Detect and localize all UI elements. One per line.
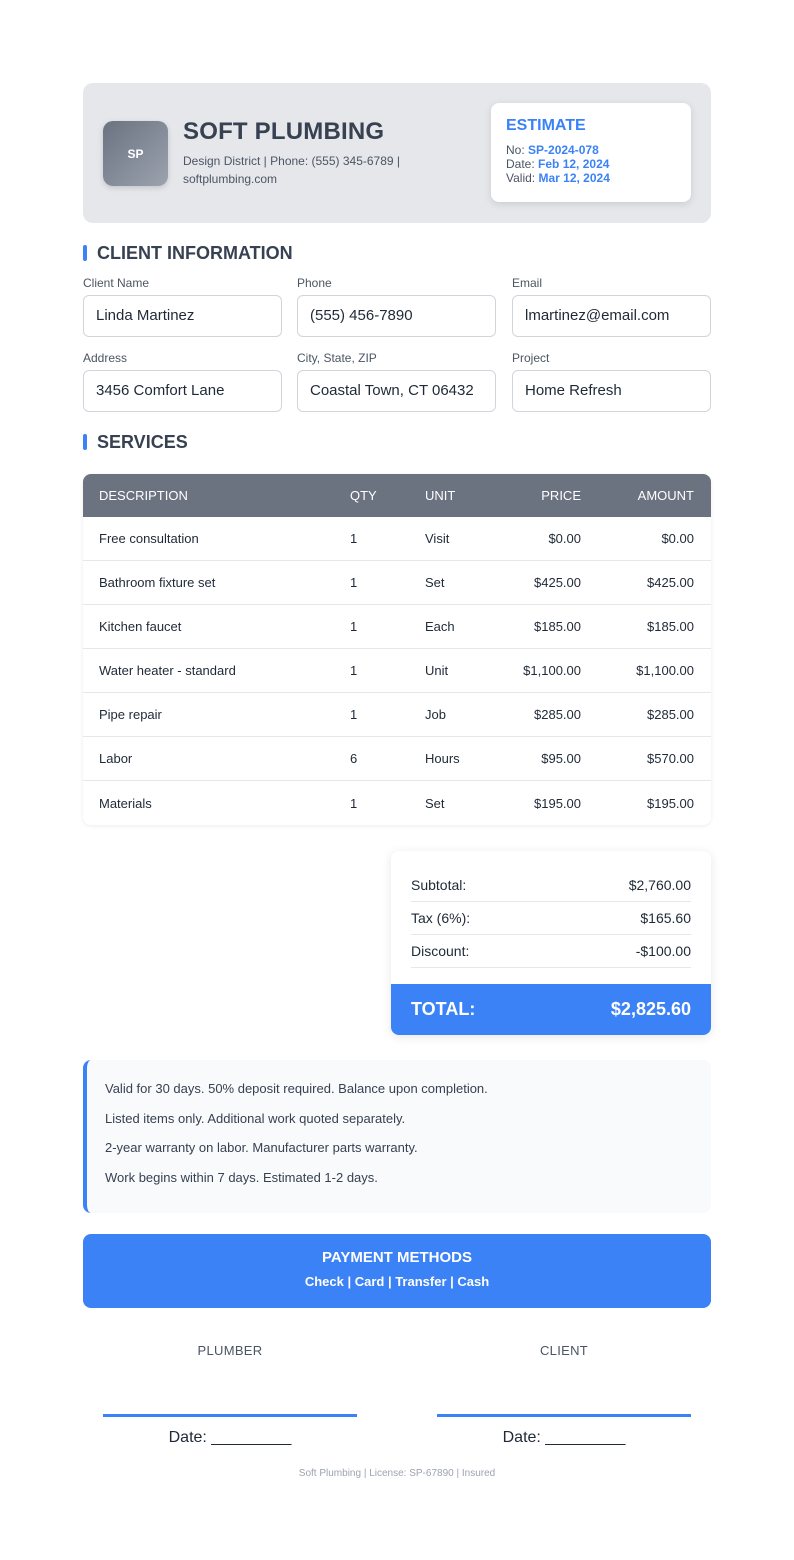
estimate-title: ESTIMATE xyxy=(506,117,586,134)
estimate-number-value: SP-2024-078 xyxy=(528,143,599,157)
cell-price: $195.00 xyxy=(534,795,581,811)
total-label: TOTAL: xyxy=(411,999,476,1019)
plumber-signature-line[interactable] xyxy=(103,1414,357,1417)
discount-value: -$100.00 xyxy=(635,943,691,959)
address-field xyxy=(83,351,282,412)
subtotal-value: $2,760.00 xyxy=(628,877,691,893)
cell-description: Bathroom fixture set xyxy=(99,575,216,590)
tax-value: $165.60 xyxy=(640,910,691,926)
project-field xyxy=(512,351,711,412)
cell-amount: $0.00 xyxy=(661,531,694,546)
total-value: $2,825.60 xyxy=(610,999,691,1019)
column-header-price: PRICE xyxy=(541,488,581,503)
table-row xyxy=(83,693,711,737)
cell-qty: 1 xyxy=(350,619,358,634)
cell-amount: $195.00 xyxy=(647,795,694,811)
subtotal-line xyxy=(411,869,691,902)
cell-amount: $185.00 xyxy=(647,619,694,634)
field-label: Client Name xyxy=(83,276,150,290)
cell-qty: 1 xyxy=(350,795,358,811)
totals-box xyxy=(391,851,711,1035)
tax-line xyxy=(411,902,691,935)
cell-unit: Each xyxy=(425,619,455,634)
email-input[interactable]: lmartinez@email.com xyxy=(512,295,711,337)
payment-methods-banner xyxy=(83,1234,711,1308)
estimate-date-label: Date: xyxy=(506,157,535,171)
client-name-field xyxy=(83,276,282,337)
document-header xyxy=(83,83,711,223)
plumber-signature-label: PLUMBER xyxy=(197,1343,263,1358)
cell-description: Pipe repair xyxy=(99,707,162,722)
note-item: 2-year warranty on labor. Manufacturer parts warranty. xyxy=(105,1140,418,1155)
company-contact-info: Design District | Phone: (555) 345-6789 | softplumbing.com xyxy=(183,154,401,186)
estimate-number-label: No: xyxy=(506,143,525,157)
company-logo: SP xyxy=(103,121,168,186)
cell-qty: 6 xyxy=(350,751,358,766)
estimate-meta-box xyxy=(491,103,691,202)
plumber-signature xyxy=(103,1343,357,1447)
cell-qty: 1 xyxy=(350,707,358,722)
estimate-valid-value: Mar 12, 2024 xyxy=(538,171,610,185)
note-item: Listed items only. Additional work quoted separately. xyxy=(105,1110,406,1126)
cell-qty: 1 xyxy=(350,575,358,590)
cell-description: Labor xyxy=(99,751,133,766)
cell-description: Kitchen faucet xyxy=(99,619,182,634)
field-label: Email xyxy=(512,276,543,290)
company-name: SOFT PLUMBING xyxy=(183,118,385,145)
cell-unit: Set xyxy=(425,575,445,590)
phone-field xyxy=(297,276,496,337)
cell-qty: 1 xyxy=(350,531,358,546)
cell-price: $425.00 xyxy=(534,575,581,590)
cell-amount: $1,100.00 xyxy=(636,663,694,678)
table-row xyxy=(83,781,711,825)
client-signature-label: CLIENT xyxy=(539,1343,589,1358)
client-signature-line[interactable] xyxy=(437,1414,691,1417)
estimate-valid-label: Valid: xyxy=(506,171,536,185)
payment-methods-list: Check | Card | Transfer | Cash xyxy=(304,1274,490,1289)
document-footer: Soft Plumbing | License: SP-67890 | Insured xyxy=(298,1468,496,1479)
subtotal-label: Subtotal: xyxy=(411,877,467,893)
cell-unit: Visit xyxy=(425,531,450,546)
phone-input[interactable]: (555) 456-7890 xyxy=(297,295,496,337)
payment-methods-title: PAYMENT METHODS xyxy=(321,1249,472,1266)
cell-description: Free consultation xyxy=(99,531,199,546)
cell-qty: 1 xyxy=(350,663,358,678)
estimate-number xyxy=(506,143,676,157)
terms-notes xyxy=(83,1060,711,1213)
cell-price: $0.00 xyxy=(548,531,581,546)
table-row xyxy=(83,605,711,649)
field-label: Address xyxy=(83,351,128,365)
note-item: Valid for 30 days. 50% deposit required. Balance upon completion. xyxy=(105,1081,488,1096)
cell-amount: $570.00 xyxy=(647,751,694,766)
plumber-signature-date: Date: _________ xyxy=(168,1429,292,1446)
estimate-date-value: Feb 12, 2024 xyxy=(538,157,610,171)
city-state-zip-field xyxy=(297,351,496,412)
cell-price: $1,100.00 xyxy=(523,663,581,678)
cell-amount: $425.00 xyxy=(647,575,694,590)
cell-unit: Hours xyxy=(425,751,460,766)
client-section-title: CLIENT INFORMATION xyxy=(83,243,293,263)
total-bar xyxy=(391,984,711,1035)
city-state-zip-input[interactable]: Coastal Town, CT 06432 xyxy=(297,370,496,412)
address-input[interactable]: 3456 Comfort Lane xyxy=(83,370,282,412)
column-header-description: DESCRIPTION xyxy=(99,488,188,503)
field-label: Phone xyxy=(297,276,332,290)
table-row xyxy=(83,737,711,781)
column-header-qty: QTY xyxy=(350,488,377,503)
cell-amount: $285.00 xyxy=(647,707,694,722)
column-header-unit: UNIT xyxy=(425,488,456,503)
cell-description: Water heater - standard xyxy=(99,663,236,678)
services-table xyxy=(83,474,711,825)
services-section-title: SERVICES xyxy=(83,432,188,452)
cell-unit: Unit xyxy=(425,663,449,678)
email-field xyxy=(512,276,711,337)
discount-line xyxy=(411,935,691,968)
client-signature xyxy=(437,1343,691,1447)
estimate-valid xyxy=(506,171,676,185)
field-label: Project xyxy=(512,351,550,365)
client-signature-date: Date: _________ xyxy=(502,1429,626,1446)
table-row xyxy=(83,561,711,605)
note-item: Work begins within 7 days. Estimated 1-2 days. xyxy=(105,1169,378,1185)
column-header-amount: AMOUNT xyxy=(637,488,694,503)
client-name-input[interactable]: Linda Martinez xyxy=(83,295,282,337)
field-label: City, State, ZIP xyxy=(297,351,377,365)
tax-label: Tax (6%): xyxy=(411,910,471,926)
estimate-date xyxy=(506,157,676,171)
cell-unit: Set xyxy=(425,795,445,811)
discount-label: Discount: xyxy=(411,943,470,959)
cell-price: $285.00 xyxy=(534,707,581,722)
cell-price: $185.00 xyxy=(534,619,581,634)
table-row xyxy=(83,517,711,561)
cell-price: $95.00 xyxy=(541,751,581,766)
cell-description: Materials xyxy=(99,795,152,811)
table-row xyxy=(83,649,711,693)
table-header xyxy=(83,474,711,517)
project-input[interactable]: Home Refresh xyxy=(512,370,711,412)
cell-unit: Job xyxy=(425,707,446,722)
